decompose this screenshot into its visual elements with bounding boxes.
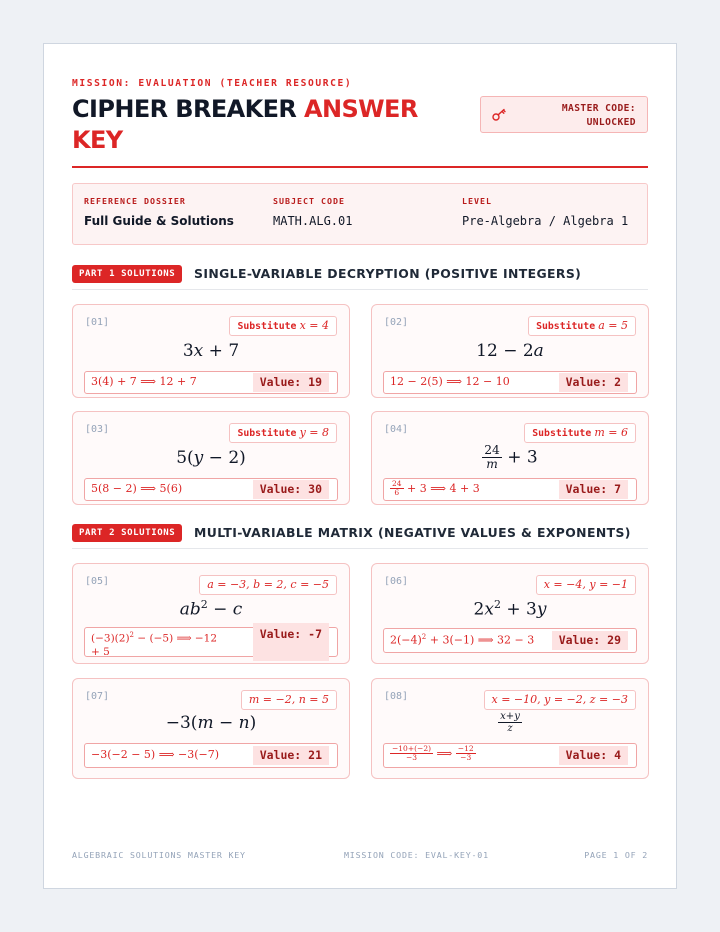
work-row [383,743,637,768]
expression: $ab^2 - c$ [179,598,243,620]
substitution-tag [484,690,636,710]
dossier-subject-label: SUBJECT CODE [273,196,345,206]
substitution-value: m = 6 [594,426,628,439]
part-2-title: MULTI-VARIABLE MATRIX (NEGATIVE VALUES & EXPONENTS) [194,525,631,540]
part-1-divider [72,289,648,290]
problem-number: [01] [85,317,110,328]
dossier-subject-value: MATH.ALG.01 [273,214,353,228]
work-steps: 3(4) + 7 ⟹ 12 + 7 [91,375,197,388]
answer-value: Value: 7 [559,480,628,499]
problem-number: [07] [85,691,110,702]
expression: 12 − 2a [476,341,544,361]
substitution-value: a = −3, b = 2, c = −5 [207,578,329,591]
work-row [84,478,338,501]
work-row [383,628,637,653]
substitute-label: Substitute [532,428,592,439]
substitution-value: m = −2, n = 5 [248,693,329,706]
substitution-value: x = 4 [299,319,329,332]
problem-card-03 [72,411,350,505]
master-code-badge [480,96,648,133]
answer-key-page [43,43,677,889]
work-row [84,743,338,768]
expression: 3x + 7 [182,341,240,361]
work-steps: $\frac{-10+(-2)}{-3}$ ⟹ $\frac{-12}{-3}$ [392,744,474,763]
work-steps: $(-3)(2)^2 - (-5)$ ⟹ −12 + 5 [91,631,218,658]
substitution-tag [536,575,636,595]
mission-eyebrow: MISSION: EVALUATION (TEACHER RESOURCE) [72,78,353,89]
part-1-pill: PART 1 SOLUTIONS [72,265,182,283]
master-code-text [562,102,636,130]
substitution-value: x = −4, y = −1 [543,578,628,591]
work-row [84,627,338,657]
footer-left: ALGEBRAIC SOLUTIONS MASTER KEY [72,850,246,860]
substitution-value: x = −10, y = −2, z = −3 [491,693,628,706]
expression: −3(m − n) [165,713,257,733]
work-steps: $\frac{24}{6}$ + 3 ⟹ 4 + 3 [392,479,480,498]
problem-number: [04] [384,424,409,435]
dossier-reference-label: REFERENCE DOSSIER [84,196,186,206]
work-steps: −3(−2 − 5) ⟹ −3(−7) [91,748,219,761]
problem-card-05 [72,563,350,664]
substitution-tag [528,316,636,336]
footer-center: MISSION CODE: EVAL-KEY-01 [344,850,489,860]
problem-card-07 [72,678,350,779]
expression: $\frac{x+y}{z}$ [500,711,520,734]
footer-page-number: PAGE 1 OF 2 [584,850,648,860]
problem-number: [02] [384,317,409,328]
problem-number: [06] [384,576,409,587]
problem-number: [08] [384,691,409,702]
substitution-tag [229,316,337,336]
master-code-label: MASTER CODE: [561,103,636,114]
part-1-header [72,264,648,286]
substitute-label: Substitute [536,321,596,332]
work-row [84,371,338,394]
substitution-tag [199,575,337,595]
title-accent: ANSWER KEY [72,95,418,154]
substitution-tag [524,423,636,443]
substitute-label: Substitute [237,321,297,332]
work-steps: 12 − 2(5) ⟹ 12 − 10 [390,375,510,388]
part-2-header [72,523,648,545]
problem-number: [05] [85,576,110,587]
problem-number: [03] [85,424,110,435]
key-icon [491,107,507,123]
answer-value: Value: 30 [253,480,329,499]
dossier-level-value: Pre-Algebra / Algebra 1 [462,214,629,228]
substitution-tag [241,690,337,710]
substitution-value: a = 5 [598,319,628,332]
substitute-label: Substitute [237,428,297,439]
answer-value: Value: -7 [253,623,329,661]
header-divider [72,166,648,168]
master-code-status: UNLOCKED [586,117,636,128]
answer-value: Value: 29 [552,631,628,650]
problem-card-04 [371,411,649,505]
reference-dossier [72,183,648,245]
work-row [383,371,637,394]
problem-card-01 [72,304,350,398]
title-main: CIPHER BREAKER [72,95,305,123]
expression: $\frac{24}{m}$ + 3 [484,443,538,472]
answer-value: Value: 2 [559,373,628,392]
dossier-reference [84,196,234,228]
substitution-value: y = 8 [299,426,329,439]
problem-card-02 [371,304,649,398]
dossier-level [462,196,628,228]
answer-value: Value: 19 [253,373,329,392]
expression: 5(y − 2) [176,448,246,468]
work-steps: $2(-4)^2 + 3(-1)$ ⟹ 32 − 3 [390,633,535,647]
part-2-divider [72,548,648,549]
part-2-pill: PART 2 SOLUTIONS [72,524,182,542]
answer-value: Value: 4 [559,746,628,765]
answer-value: Value: 21 [253,746,329,765]
page-title [72,94,472,156]
problem-card-08 [371,678,649,779]
work-steps: 5(8 − 2) ⟹ 5(6) [91,482,183,495]
problem-card-06 [371,563,649,664]
dossier-level-label: LEVEL [462,196,492,206]
part-1-title: SINGLE-VARIABLE DECRYPTION (POSITIVE INTEGERS) [194,266,582,281]
dossier-reference-value: Full Guide & Solutions [84,214,234,228]
substitution-tag [229,423,337,443]
expression: $2x^2 + 3y$ [473,598,547,620]
work-row [383,478,637,501]
dossier-subject [273,196,352,228]
